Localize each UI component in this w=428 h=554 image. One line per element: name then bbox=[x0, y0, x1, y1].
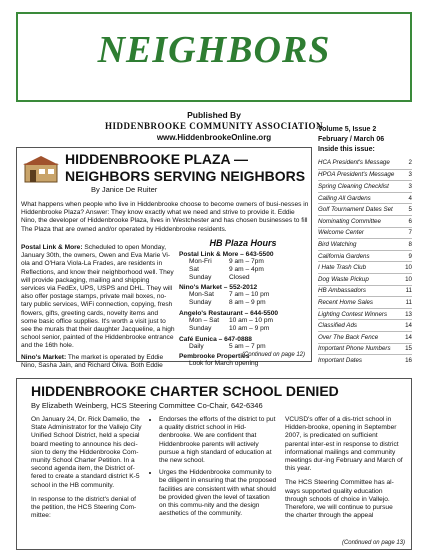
hours-day: Sat bbox=[189, 265, 199, 273]
hours-day: Mon-Fri bbox=[189, 258, 212, 265]
hours-time: 9 am – 7pm bbox=[229, 258, 264, 265]
toc-title: Over The Back Fence bbox=[318, 333, 379, 341]
charter-paragraph: The HCS Steering Committee has al-ways supported quality education through schools of choice in Vallejo. Therefore, we will continue to pursue the charter through the appeal bbox=[285, 479, 394, 520]
feature-byline: By Janice De Ruiter bbox=[91, 185, 158, 194]
hours-row bbox=[179, 291, 307, 299]
publisher-website[interactable]: www.HiddenbrookeOnline.org bbox=[156, 133, 272, 142]
hours-day: Mon – Sat bbox=[189, 316, 220, 324]
hours-row bbox=[179, 258, 307, 266]
hours-time: 7 am – 10 pm bbox=[229, 291, 270, 299]
toc-item[interactable] bbox=[318, 261, 412, 273]
store-hours bbox=[179, 336, 307, 351]
toc-title: Spring Cleaning Checklist bbox=[318, 182, 389, 190]
charter-byline: By Elizabeth Weinberg, HCS Steering Committee Co-Chair, 642-6346 bbox=[31, 401, 263, 410]
hours-row bbox=[179, 274, 307, 282]
store-hours bbox=[179, 310, 307, 333]
toc-title: HCA President's Message bbox=[318, 159, 390, 167]
toc-title: Bird Watching bbox=[318, 240, 357, 248]
hours-time: 5 am – 7 pm bbox=[229, 342, 266, 350]
hours-day: Look for March opening bbox=[189, 360, 259, 368]
hours-day: Sunday bbox=[189, 273, 212, 281]
store-hours bbox=[179, 284, 307, 307]
toc-item[interactable] bbox=[318, 273, 412, 285]
toc-page-number: 15 bbox=[405, 345, 412, 353]
toc-page-number: 3 bbox=[408, 182, 412, 190]
store-name: Angelo's Restaurant – 644-5500 bbox=[179, 309, 279, 317]
feature-headline-line1: HIDDENBROOKE PLAZA — bbox=[65, 151, 249, 167]
hours-row bbox=[179, 317, 307, 325]
store-name: Café Eunica – 647-0888 bbox=[179, 335, 252, 343]
hours-day: Sunday bbox=[189, 299, 212, 307]
published-by: Published By bbox=[187, 110, 241, 120]
charter-paragraph: In response to the district's denial of the petition, the HCS Steering Com-mittee: bbox=[31, 495, 137, 520]
toc-title: I Hate Trash Club bbox=[318, 264, 367, 272]
hours-row bbox=[179, 343, 307, 351]
issue-date: February / March 06 bbox=[318, 136, 385, 143]
continued-note[interactable]: (Continued on page 12) bbox=[241, 352, 305, 358]
text-ninos-market: The market is operated by Eddie Nino, Sasha Jain, and Richard Oliva. Both Eddie bbox=[21, 353, 164, 369]
toc-title: Recent Home Sales bbox=[318, 298, 374, 306]
toc-item[interactable] bbox=[318, 296, 412, 308]
hours-row bbox=[179, 360, 307, 368]
toc-item[interactable] bbox=[318, 203, 412, 215]
toc-page-number: 4 bbox=[408, 194, 412, 202]
hours-day: Mon-Sat bbox=[189, 291, 214, 299]
toc-page-number: 16 bbox=[405, 356, 412, 364]
paragraph-postal-link bbox=[21, 244, 175, 351]
toc-item[interactable] bbox=[318, 169, 412, 181]
toc-title: HB Ambassadors bbox=[318, 287, 366, 295]
toc-item[interactable] bbox=[318, 285, 412, 297]
toc-page-number: 14 bbox=[405, 322, 412, 330]
hours-time: Closed bbox=[229, 273, 250, 281]
toc-page-number: 7 bbox=[408, 229, 412, 237]
toc-item[interactable] bbox=[318, 343, 412, 355]
hours-day: Daily bbox=[189, 342, 204, 350]
label-postal-link: Postal Link & More: bbox=[21, 244, 83, 251]
newsletter-title: NEIGHBORS bbox=[97, 29, 331, 71]
feature-headline-line2: NEIGHBORS SERVING NEIGHBORS bbox=[65, 168, 306, 184]
label-ninos-market: Nino's Market: bbox=[21, 353, 67, 361]
toc-page-number: 9 bbox=[408, 252, 412, 260]
toc-item[interactable] bbox=[318, 180, 412, 192]
toc-title: Welcome Center bbox=[318, 229, 364, 237]
toc-page-number: 6 bbox=[408, 217, 412, 225]
toc-page-number: 2 bbox=[408, 159, 412, 167]
toc-item[interactable] bbox=[318, 331, 412, 343]
toc-title: HPOA President's Message bbox=[318, 171, 395, 179]
toc-page-number: 8 bbox=[408, 240, 412, 248]
store-list bbox=[179, 251, 307, 368]
hours-time: 10 am – 10 pm bbox=[229, 316, 273, 324]
feature-lead: What happens when people who live in Hiddenbrooke choose to become owners of busi-nesses in Hiddenbrooke Plaza? Answer: They know exactly what we need and strive to provide it. Eddie Nino, the developer of Hiddenbrooke Plaza, lives in Westchester and has chosen businesses to fill The Plaza that are owned and/or operated by Hiddenbrooke residents. bbox=[21, 201, 309, 233]
hours-time: 8 am – 9 pm bbox=[229, 299, 266, 307]
charter-article bbox=[16, 378, 412, 550]
store-hours bbox=[179, 251, 307, 281]
toc-item[interactable] bbox=[318, 319, 412, 331]
hours-time: 10 am – 9 pm bbox=[229, 324, 270, 332]
charter-bullet: • Endorses the efforts of the district to put a quality district school in Hid-denbrooke. We are confident that Hiddenbrooke parents will actively pursue a high standard of education at the new school. bbox=[159, 416, 277, 465]
toc-page-number: 14 bbox=[405, 333, 412, 341]
charter-column-1 bbox=[31, 416, 143, 526]
charter-headline: HIDDENBROOKE CHARTER SCHOOL DENIED bbox=[31, 383, 339, 399]
continued-note[interactable]: (Continued on page 13) bbox=[341, 540, 405, 546]
feature-article bbox=[16, 147, 312, 369]
toc-item[interactable] bbox=[318, 215, 412, 227]
hours-row bbox=[179, 325, 307, 333]
charter-paragraph: VCUSD's offer of a dis-trict school in Hidden-brooke, opening in September 2007, is predicated on sufficient parental inter-est in response to district informational mailings and community meetings dur-ing February and March of this year. bbox=[285, 416, 403, 473]
toc-title: Lighting Contest Winners bbox=[318, 310, 388, 318]
toc-title: Important Phone Numbers bbox=[318, 345, 391, 353]
toc-list bbox=[318, 157, 412, 366]
toc-title: Dog Waste Pickup bbox=[318, 275, 369, 283]
toc-item[interactable] bbox=[318, 227, 412, 239]
toc-page-number: 5 bbox=[408, 206, 412, 214]
toc-page-number: 11 bbox=[405, 298, 412, 306]
charter-paragraph: On January 24, Dr. Rick Damelio, the State Administrator for the Vallejo City Unified School District, held a special board meeting to announce his deci-sion to deny the Hiddenbrooke Com-munity School Charter Petition. In a second agenda item, the District of-fered to create a standard district K-5 school in the HB community. bbox=[31, 416, 142, 489]
toc-page-number: 13 bbox=[405, 310, 412, 318]
toc-page-number: 11 bbox=[405, 287, 412, 295]
toc-title: Nominating Committee bbox=[318, 217, 381, 225]
hours-row bbox=[179, 266, 307, 274]
inside-heading: Inside this issue: bbox=[318, 146, 375, 153]
text-postal-link: Scheduled to open Monday, January 30th, the owners, Owen and Eva Marie Vi-ola and O'Hara Viola-La Frades, are residents in Reflections, and know their neighborhood well. They will provide packaging, mailing and shipping services via FedEx, UPS, USPS and DHL. They will also offer postage stamps, private mail boxes, no-tary public services, WiFi connection, copying, fresh flowers, gifts, greeting cards, novelty items and some basic office supplies. It's worth a visit just to see the murals that their daughter Jacqueline, a high school senior, painted of the Hiddenbrooke entrance and the 16th hole. bbox=[21, 244, 175, 350]
toc-item[interactable] bbox=[318, 354, 412, 366]
toc-title: California Gardens bbox=[318, 252, 370, 260]
plaza-hours-title: HB Plaza Hours bbox=[209, 238, 277, 248]
toc-page-number: 10 bbox=[405, 264, 412, 272]
volume-issue: Volume 5, Issue 2 bbox=[318, 126, 377, 133]
toc-item[interactable] bbox=[318, 250, 412, 262]
toc-title: Calling All Gardens bbox=[318, 194, 371, 202]
toc-title: Important Dates bbox=[318, 356, 363, 364]
feature-body bbox=[21, 244, 175, 373]
toc-item[interactable] bbox=[318, 308, 412, 320]
charter-bullet: • Urges the Hiddenbrooke community to be diligent in ensuring that the proposed facilities are consistent with what should be provided given the level of taxation on this commu-nity and the design aesthetics of the community. bbox=[159, 469, 277, 518]
charter-column-3 bbox=[285, 416, 403, 526]
hours-row bbox=[179, 299, 307, 307]
store-name: Nino's Market – 552-2012 bbox=[179, 284, 258, 292]
toc-item[interactable] bbox=[318, 157, 412, 169]
hours-time: 9 am – 4pm bbox=[229, 265, 264, 273]
toc-title: Golf Tournament Dates Set bbox=[318, 206, 393, 214]
masthead bbox=[16, 12, 412, 102]
plaza-building-icon bbox=[23, 154, 59, 184]
charter-column-2 bbox=[149, 416, 277, 522]
toc-title: Classified Ads bbox=[318, 322, 357, 330]
table-of-contents bbox=[318, 126, 412, 366]
toc-page-number: 10 bbox=[405, 275, 412, 283]
store-name: Pembrooke Properties bbox=[179, 353, 250, 361]
toc-item[interactable] bbox=[318, 238, 412, 250]
toc-item[interactable] bbox=[318, 192, 412, 204]
store-name: Postal Link & More – 643-5500 bbox=[179, 251, 274, 258]
paragraph-ninos-market bbox=[21, 354, 175, 370]
toc-page-number: 3 bbox=[408, 171, 412, 179]
publisher-name: HIDDENBROOKE COMMUNITY ASSOCIATION bbox=[104, 121, 324, 131]
hours-day: Sunday bbox=[189, 324, 212, 332]
